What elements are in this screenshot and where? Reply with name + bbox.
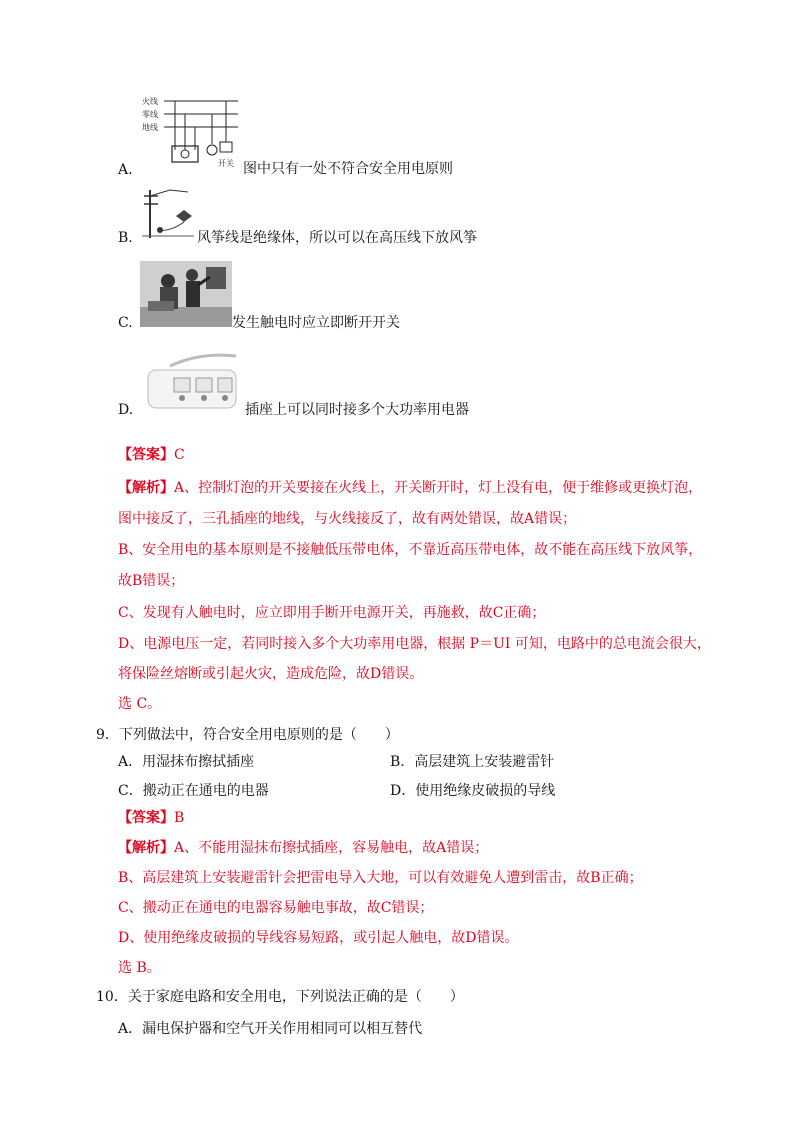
analysis-text: A、不能用湿抹布擦拭插座，容易触电，故A错误； bbox=[174, 840, 489, 856]
q8-analysis-line-2: 图中接反了，三孔插座的地线，与火线接反了，故有两处错误，故A错误； bbox=[118, 511, 577, 527]
q8-analysis-line-6: D、电源电压一定，若同时接入多个大功率用电器，根据 P＝UI 可知，电路中的总电流会很大， bbox=[118, 636, 711, 652]
option-letter: A． bbox=[118, 754, 143, 770]
option-letter: D. bbox=[118, 402, 134, 418]
option-text: 搬动正在通电的电器 bbox=[142, 783, 269, 799]
q8-analysis-line-7: 将保险丝熔断或引起火灾，造成危险，故D错误。 bbox=[118, 666, 424, 682]
wiring-diagram-image bbox=[140, 94, 240, 176]
option-letter: D． bbox=[390, 783, 416, 799]
diagram-label-live: 火线 bbox=[142, 97, 158, 106]
option-text: 图中只有一处不符合安全用电原则 bbox=[243, 161, 453, 177]
q8-analysis-line-1 bbox=[118, 478, 702, 498]
q8-analysis-line-4: 故B错误； bbox=[118, 573, 185, 589]
q9-analysis-line-2: B、高层建筑上安装避雷针会把雷电导入大地，可以有效避免人遭到雷击，故B正确； bbox=[118, 870, 643, 886]
q8-analysis-line-5: C、发现有人触电时，应立即用手断开电源开关，再施救，故C正确； bbox=[118, 605, 546, 621]
answer-value: B bbox=[174, 810, 185, 826]
answer-tag: 【答案】 bbox=[118, 447, 174, 463]
option-text: 发生触电时应立即断开开关 bbox=[232, 315, 400, 331]
q9-option-a bbox=[118, 752, 254, 772]
q10-option-a bbox=[118, 1019, 422, 1039]
diagram-label-ground: 地线 bbox=[142, 123, 158, 132]
electric-shock-rescue-image bbox=[140, 261, 232, 327]
q9-answer bbox=[118, 808, 184, 828]
diagram-label-switch: 开关 bbox=[218, 159, 234, 168]
q9-option-d bbox=[390, 781, 555, 801]
q9-conclusion: 选 B。 bbox=[118, 960, 161, 976]
q9-analysis-line-4: D、使用绝缘皮破损的导线容易短路，或引起人触电，故D错误。 bbox=[118, 930, 519, 946]
option-letter: A. bbox=[118, 162, 133, 178]
q9-stem: 9．下列做法中，符合安全用电原则的是（ ） bbox=[96, 727, 399, 743]
q9-analysis-line-1 bbox=[118, 838, 488, 858]
option-letter: C. bbox=[118, 315, 133, 331]
kite-near-power-line-image bbox=[140, 186, 196, 242]
option-text: 风筝线是绝缘体，所以可以在高压线下放风筝 bbox=[197, 230, 477, 246]
q9-option-c bbox=[118, 781, 269, 801]
q8-answer bbox=[118, 445, 185, 465]
q10-stem: 10．关于家庭电路和安全用电，下列说法正确的是（ ） bbox=[96, 989, 464, 1005]
option-text: 高层建筑上安装避雷针 bbox=[414, 754, 555, 770]
analysis-tag: 【解析】 bbox=[118, 840, 174, 856]
option-letter: C． bbox=[118, 783, 143, 799]
q9-analysis-line-3: C、搬动正在通电的电器容易触电事故，故C错误； bbox=[118, 900, 434, 916]
option-letter: B. bbox=[118, 230, 133, 246]
power-strip-image bbox=[140, 352, 244, 414]
analysis-tag: 【解析】 bbox=[118, 480, 174, 496]
answer-tag: 【答案】 bbox=[118, 810, 174, 826]
analysis-text: A、控制灯泡的开关要接在火线上，开关断开时，灯上没有电，便于维修或更换灯泡， bbox=[174, 480, 703, 496]
option-letter: A． bbox=[118, 1021, 143, 1037]
diagram-label-neutral: 零线 bbox=[142, 110, 158, 119]
q9-option-b bbox=[390, 752, 554, 772]
option-text: 插座上可以同时接多个大功率用电器 bbox=[245, 402, 469, 418]
q8-analysis-line-3: B、安全用电的基本原则是不接触低压带电体，不靠近高压带电体，故不能在高压线下放风筝， bbox=[118, 542, 703, 558]
option-text: 用湿抹布擦拭插座 bbox=[142, 754, 255, 770]
q8-conclusion: 选 C。 bbox=[118, 696, 162, 712]
answer-value: C bbox=[174, 447, 185, 463]
option-text: 漏电保护器和空气开关作用相同可以相互替代 bbox=[142, 1021, 423, 1037]
option-letter: B． bbox=[390, 754, 415, 770]
option-text: 使用绝缘皮破损的导线 bbox=[415, 783, 556, 799]
